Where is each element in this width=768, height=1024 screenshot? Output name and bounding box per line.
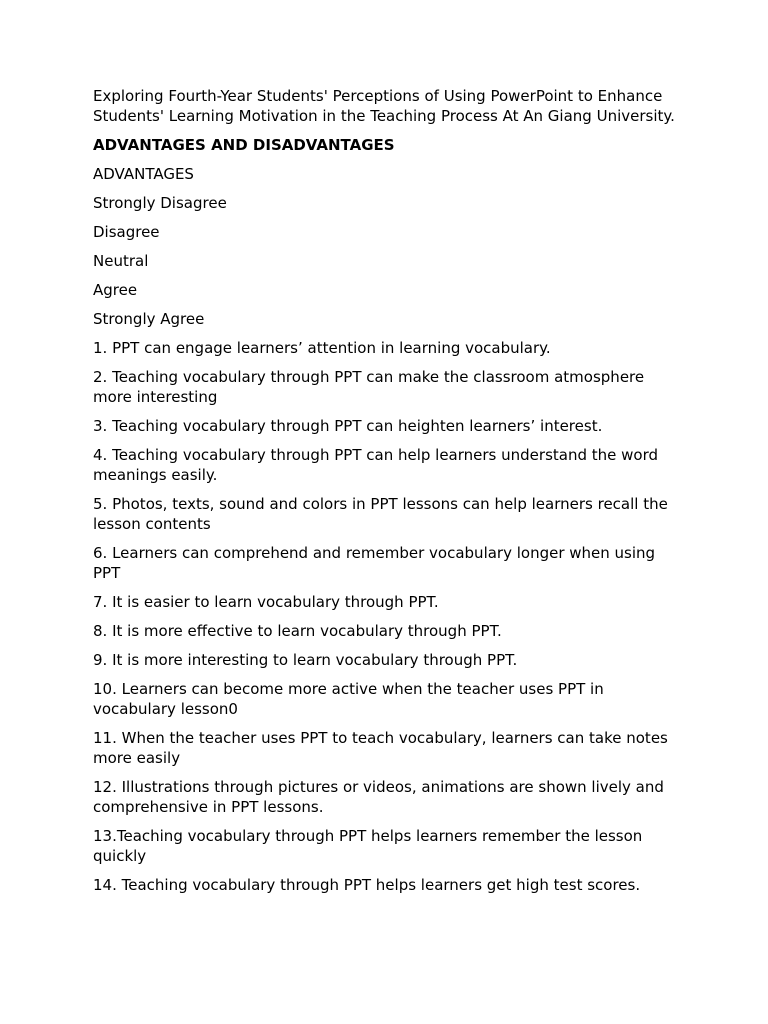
survey-item-1: 1. PPT can engage learners’ attention in learning vocabulary. (93, 339, 551, 357)
document-page (93, 86, 683, 904)
survey-item-11: 11. When the teacher uses PPT to teach vocabulary, learners can take notes more easily (93, 729, 668, 767)
survey-item-8: 8. It is more effective to learn vocabulary through PPT. (93, 622, 502, 640)
scale-option-disagree: Disagree (93, 223, 160, 241)
survey-item-12: 12. Illustrations through pictures or videos, animations are shown lively and comprehensive in PPT lessons. (93, 778, 664, 816)
survey-item-9: 9. It is more interesting to learn vocabulary through PPT. (93, 651, 518, 669)
scale-option-strongly-disagree: Strongly Disagree (93, 194, 227, 212)
survey-item-14: 14. Teaching vocabulary through PPT helps learners get high test scores. (93, 876, 641, 894)
survey-item-6: 6. Learners can comprehend and remember vocabulary longer when using PPT (93, 544, 656, 582)
survey-item-3: 3. Teaching vocabulary through PPT can heighten learners’ interest. (93, 417, 603, 435)
subsection-heading: ADVANTAGES (93, 165, 194, 183)
scale-option-strongly-agree: Strongly Agree (93, 310, 205, 328)
survey-item-4: 4. Teaching vocabulary through PPT can help learners understand the word meanings easily. (93, 446, 659, 484)
survey-item-13: 13.Teaching vocabulary through PPT helps learners remember the lesson quickly (93, 827, 643, 865)
survey-item-7: 7. It is easier to learn vocabulary through PPT. (93, 593, 439, 611)
document-title: Exploring Fourth-Year Students' Perceptions of Using PowerPoint to Enhance Students' Learning Motivation in the Teaching Process At An Giang University. (93, 87, 675, 125)
scale-option-neutral: Neutral (93, 252, 149, 270)
scale-option-agree: Agree (93, 281, 138, 299)
section-heading: ADVANTAGES AND DISADVANTAGES (93, 136, 395, 154)
survey-item-2: 2. Teaching vocabulary through PPT can make the classroom atmosphere more interesting (93, 368, 645, 406)
survey-item-10: 10. Learners can become more active when the teacher uses PPT in vocabulary lesson0 (93, 680, 604, 718)
survey-item-5: 5. Photos, texts, sound and colors in PPT lessons can help learners recall the lesson contents (93, 495, 668, 533)
